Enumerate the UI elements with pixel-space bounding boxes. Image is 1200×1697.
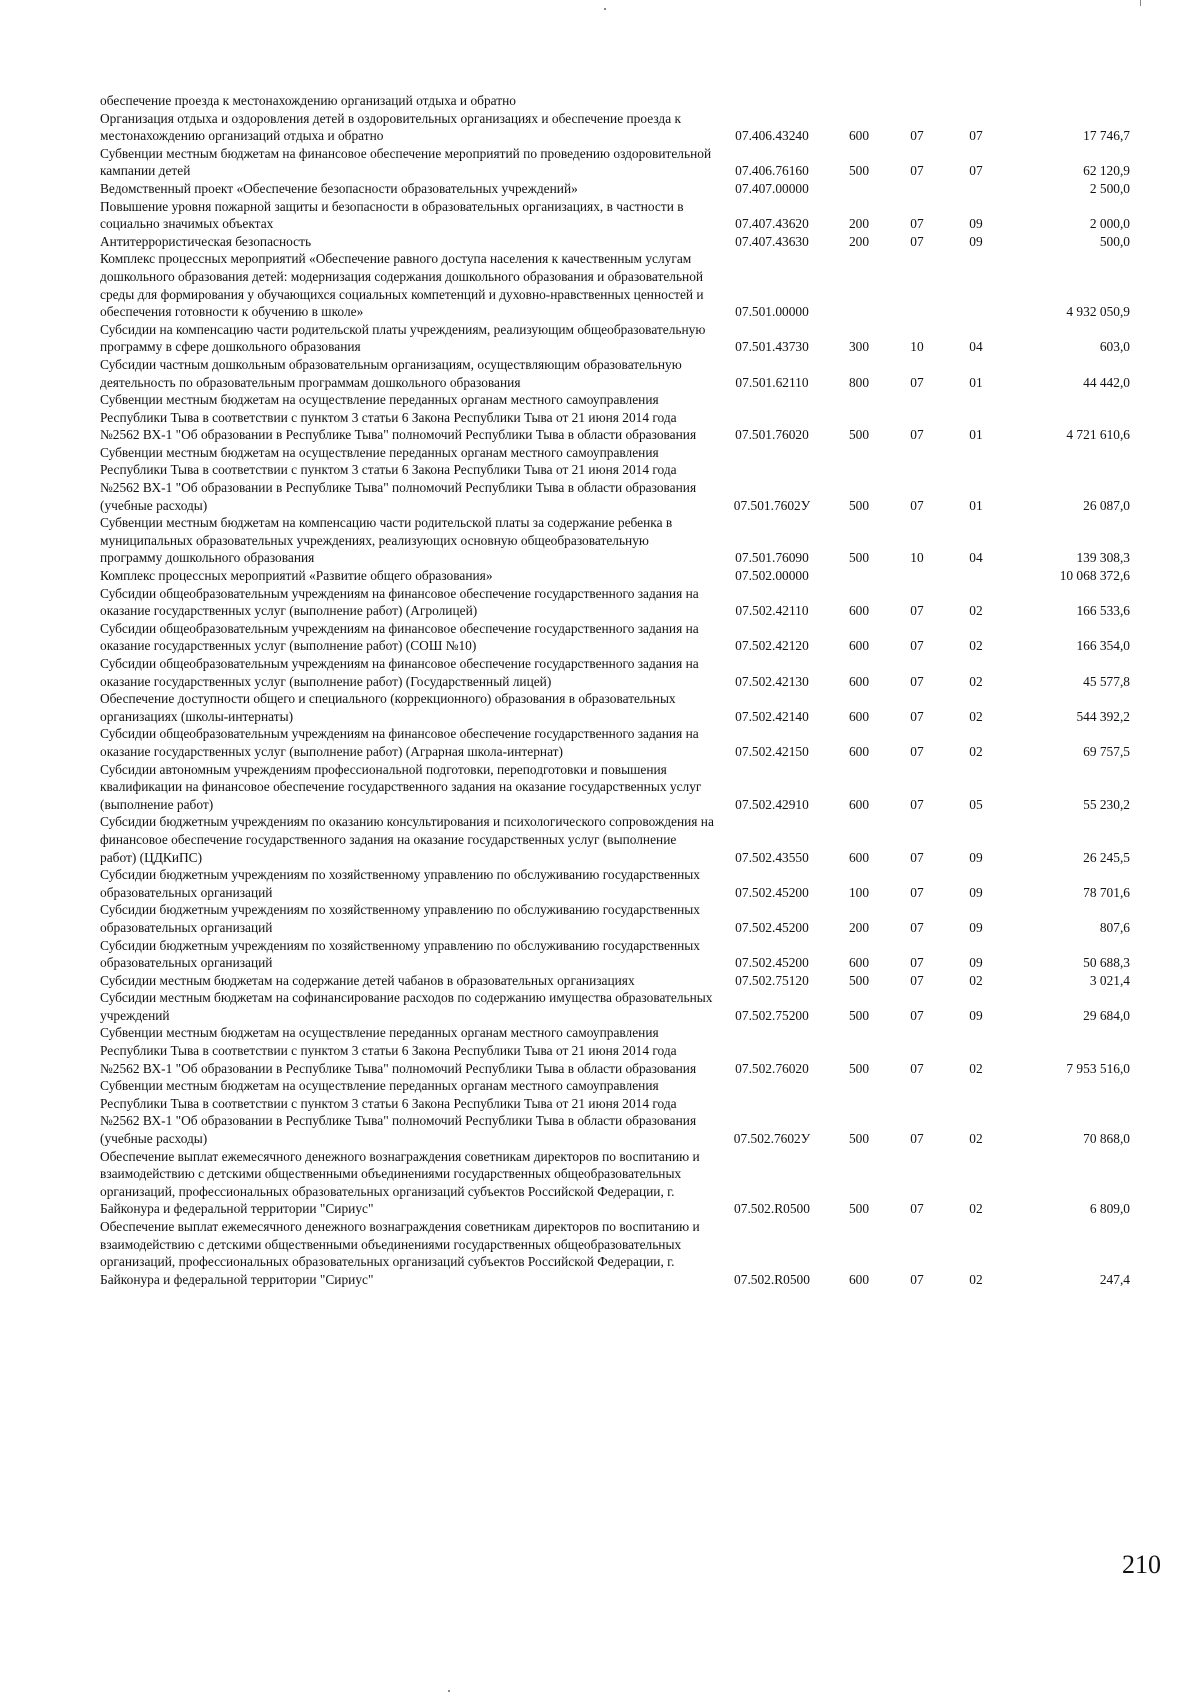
expense-type-cell: 200 — [848, 216, 870, 232]
item-name-cell: Субвенции местным бюджетам на компенсацию части родительской платы за содержание ребенка в муниципальных образовательных учреждениях, реализующих основную общеобразовательную программу дошкольного образования — [100, 515, 673, 566]
amount-cell: 247,4 — [1099, 1271, 1130, 1287]
target-code-cell: 07.407.43620 — [735, 216, 809, 232]
subsection-cell: 09 — [969, 233, 983, 249]
subsection-cell: 09 — [969, 884, 983, 900]
item-name-cell: Субсидии общеобразовательным учреждениям на финансовое обеспечение государственного задания на оказание государственных услуг (выполнение работ) (Агролицей) — [100, 585, 699, 619]
table-row — [100, 1077, 1130, 1147]
subsection-cell: 02 — [969, 1060, 983, 1076]
subsection-cell: 09 — [969, 919, 983, 935]
item-name-cell: Субсидии общеобразовательным учреждениям на финансовое обеспечение государственного задания на оказание государственных услуг (выполнение работ) (СОШ №10) — [100, 620, 699, 654]
section-cell: 07 — [910, 673, 924, 689]
subsection-cell: 02 — [969, 1131, 983, 1147]
section-cell: 07 — [910, 1131, 924, 1147]
item-name-cell: Субвенции местным бюджетам на осуществление переданных органам местного самоуправления Республики Тыва в соответствии с пунктом 3 статьи 6 Закона Республики Тыва от 21 июня 2014 года №2562 ВХ-1 "Об образовании в Республике Тыва" полномочий Республики Тыва в области образования — [100, 1025, 697, 1076]
section-cell: 07 — [910, 919, 924, 935]
expense-type-cell: 500 — [848, 1007, 870, 1023]
expense-type-cell: 500 — [848, 550, 870, 566]
table-row — [100, 690, 1130, 725]
section-cell: 10 — [910, 339, 924, 355]
section-cell — [888, 180, 946, 198]
item-name-cell: Повышение уровня пожарной защиты и безопасности в образовательных организациях, в частности в социально значимых объектах — [100, 198, 684, 232]
section-cell: 07 — [910, 1271, 924, 1287]
item-name-cell: Субсидии общеобразовательным учреждениям на финансовое обеспечение государственного задания на оказание государственных услуг (выполнение работ) (Государственный лицей) — [100, 656, 699, 689]
expense-type-cell: 200 — [848, 233, 870, 249]
subsection-cell: 09 — [969, 216, 983, 232]
target-code-cell: 07.502.45200 — [735, 919, 809, 935]
expense-type-cell: 600 — [848, 603, 870, 619]
amount-cell — [1006, 92, 1130, 110]
subsection-cell: 09 — [969, 849, 983, 865]
amount-cell: 166 533,6 — [1076, 603, 1130, 619]
expense-type-cell: 600 — [848, 849, 870, 865]
item-name-cell: Субсидии бюджетным учреждениям по хозяйственному управлению по обслуживанию государственных образовательных организаций — [100, 937, 700, 971]
table-row — [100, 145, 1130, 180]
page-number: 210 — [1122, 1550, 1161, 1579]
section-cell: 07 — [910, 497, 924, 513]
amount-cell: 807,6 — [1099, 919, 1130, 935]
table-row — [100, 1024, 1130, 1077]
target-code-cell: 07.502.42130 — [735, 673, 809, 689]
table-row — [100, 761, 1130, 814]
section-cell: 07 — [910, 1060, 924, 1076]
item-name-cell: Субсидии автономным учреждениям профессиональной подготовки, переподготовки и повышения квалификации на финансовое обеспечение государственного задания на оказание государственных услуг (выполнение работ) — [100, 761, 702, 812]
target-code-cell: 07.502.7602У — [733, 1131, 811, 1147]
section-cell: 07 — [910, 603, 924, 619]
table-row — [100, 901, 1130, 936]
expense-type-cell: 500 — [848, 1131, 870, 1147]
subsection-cell — [946, 92, 1006, 110]
subsection-cell: 02 — [969, 1271, 983, 1287]
expense-type-cell: 600 — [848, 673, 870, 689]
amount-cell: 4 932 050,9 — [1066, 304, 1130, 320]
expense-type-cell: 100 — [848, 884, 870, 900]
section-cell: 10 — [910, 550, 924, 566]
amount-cell: 4 721 610,6 — [1066, 427, 1130, 443]
amount-cell: 603,0 — [1099, 339, 1130, 355]
scan-speck — [448, 1690, 450, 1692]
item-name-cell: Субвенции местным бюджетам на осуществление переданных органам местного самоуправления Республики Тыва в соответствии с пунктом 3 статьи 6 Закона Республики Тыва от 21 июня 2014 года №2562 ВХ-1 "Об образовании в Республике Тыва" полномочий Республики Тыва в области образования (учебные расходы) — [100, 444, 697, 513]
table-row — [100, 585, 1130, 620]
section-cell: 07 — [910, 163, 924, 179]
amount-cell: 29 684,0 — [1083, 1007, 1130, 1023]
item-name-cell: Обеспечение выплат ежемесячного денежного вознаграждения советникам директоров по воспитанию и взаимодействию с детскими общественными объединениями государственных общеобразовательных организаций, профессиональных образовательных организаций субъектов Российской Федерации, г. Байконура и федеральной территории "Сириус" — [100, 1148, 700, 1217]
item-name-cell: Ведомственный проект «Обеспечение безопасности образовательных учреждений» — [100, 180, 578, 196]
target-code-cell: 07.502.76020 — [735, 1060, 809, 1076]
item-name-cell: Субсидии местным бюджетам на софинансирование расходов по содержанию имущества образовательных учреждений — [100, 990, 713, 1023]
item-name-cell: Субсидии бюджетным учреждениям по оказанию консультирования и психологического сопровождения на финансовое обеспечение государственного задания на оказание государственных услуг (выполнение работ) (ЦДКиПС) — [100, 814, 714, 865]
amount-cell: 7 953 516,0 — [1066, 1060, 1130, 1076]
target-code-cell: 07.502.42110 — [735, 603, 809, 619]
amount-cell: 50 688,3 — [1083, 955, 1130, 971]
expense-type-cell: 600 — [848, 743, 870, 759]
expense-type-cell: 500 — [848, 427, 870, 443]
amount-cell: 544 392,2 — [1076, 708, 1130, 724]
item-name-cell: Субсидии общеобразовательным учреждениям на финансовое обеспечение государственного задания на оказание государственных услуг (выполнение работ) (Аграрная школа-интернат) — [100, 726, 699, 759]
section-cell: 07 — [910, 955, 924, 971]
expense-type-cell: 600 — [848, 1271, 870, 1287]
section-cell: 07 — [910, 884, 924, 900]
target-code-cell: 07.502.R0500 — [734, 1271, 810, 1287]
amount-cell: 45 577,8 — [1083, 673, 1130, 689]
expense-type-cell — [830, 567, 888, 585]
expense-type-cell: 600 — [848, 796, 870, 812]
subsection-cell: 02 — [969, 1201, 983, 1217]
expense-type-cell: 600 — [848, 708, 870, 724]
target-code-cell: 07.502.42150 — [735, 743, 809, 759]
table-row — [100, 233, 1130, 251]
expense-type-cell: 500 — [848, 972, 870, 988]
item-name-cell: Субсидии местным бюджетам на содержание детей чабанов в образовательных организациях — [100, 972, 635, 988]
amount-cell: 500,0 — [1099, 233, 1130, 249]
subsection-cell: 07 — [969, 128, 983, 144]
budget-table-body — [100, 92, 1130, 1288]
item-name-cell: Антитеррористическая безопасность — [100, 233, 312, 249]
table-row — [100, 866, 1130, 901]
table-row — [100, 110, 1130, 145]
item-name-cell: Обеспечение доступности общего и специального (коррекционного) образования в образовательных организациях (школы-интернаты) — [100, 691, 676, 724]
subsection-cell: 05 — [969, 796, 983, 812]
target-code-cell: 07.502.75120 — [735, 972, 809, 988]
amount-cell: 44 442,0 — [1083, 374, 1130, 390]
target-code-cell: 07.406.76160 — [735, 163, 809, 179]
expense-type-cell: 500 — [848, 497, 870, 513]
item-name-cell: Субсидии частным дошкольным образовательным организациям, осуществляющим образовательную деятельность по образовательным программам дошкольного образования — [100, 356, 682, 390]
amount-cell: 3 021,4 — [1089, 972, 1130, 988]
table-row — [100, 725, 1130, 760]
table-row — [100, 972, 1130, 990]
subsection-cell: 02 — [969, 708, 983, 724]
subsection-cell: 02 — [969, 638, 983, 654]
item-name-cell: Субвенции местным бюджетам на осуществление переданных органам местного самоуправления Республики Тыва в соответствии с пунктом 3 статьи 6 Закона Республики Тыва от 21 июня 2014 года №2562 ВХ-1 "Об образовании в Республике Тыва" полномочий Республики Тыва в области образования — [100, 392, 697, 443]
target-code-cell: 07.502.45200 — [735, 955, 809, 971]
section-cell: 07 — [910, 1201, 924, 1217]
table-row — [100, 620, 1130, 655]
section-cell — [888, 92, 946, 110]
target-code-cell: 07.501.7602У — [733, 497, 811, 513]
table-row — [100, 1218, 1130, 1288]
table-row — [100, 391, 1130, 444]
target-code-cell: 07.502.R0500 — [734, 1201, 810, 1217]
expense-type-cell: 500 — [848, 163, 870, 179]
target-code-cell: 07.502.00000 — [735, 568, 809, 584]
subsection-cell: 02 — [969, 673, 983, 689]
target-code-cell: 07.501.62110 — [735, 374, 809, 390]
table-row — [100, 92, 1130, 110]
section-cell: 07 — [910, 849, 924, 865]
subsection-cell: 09 — [969, 955, 983, 971]
subsection-cell: 01 — [969, 374, 983, 390]
section-cell: 07 — [910, 972, 924, 988]
subsection-cell: 09 — [969, 1007, 983, 1023]
budget-table — [100, 92, 1130, 1288]
target-code-cell: 07.502.42910 — [735, 796, 809, 812]
table-row — [100, 1148, 1130, 1218]
section-cell — [888, 250, 946, 320]
amount-cell: 62 120,9 — [1083, 163, 1130, 179]
amount-cell: 6 809,0 — [1089, 1201, 1130, 1217]
section-cell: 07 — [910, 128, 924, 144]
item-name-cell: Субсидии на компенсацию части родительской платы учреждениям, реализующим общеобразовательную программу в сфере дошкольного образования — [100, 321, 706, 355]
expense-type-cell: 300 — [848, 339, 870, 355]
expense-type-cell: 600 — [848, 638, 870, 654]
table-row — [100, 567, 1130, 585]
target-code-cell: 07.501.00000 — [735, 304, 809, 320]
item-name-cell: Организация отдыха и оздоровления детей в оздоровительных организациях и обеспечение проезда к местонахождению организаций отдыха и обратно — [100, 110, 681, 144]
expense-type-cell: 600 — [848, 128, 870, 144]
target-code-cell: 07.502.43550 — [735, 849, 809, 865]
table-row — [100, 356, 1130, 391]
target-code-cell: 07.502.45200 — [735, 884, 809, 900]
table-row — [100, 198, 1130, 233]
expense-type-cell: 500 — [848, 1060, 870, 1076]
amount-cell: 70 868,0 — [1083, 1131, 1130, 1147]
subsection-cell: 02 — [969, 743, 983, 759]
subsection-cell: 04 — [969, 550, 983, 566]
subsection-cell — [946, 567, 1006, 585]
target-code-cell: 07.501.76020 — [735, 427, 809, 443]
section-cell: 07 — [910, 796, 924, 812]
target-code-cell: 07.406.43240 — [735, 128, 809, 144]
scan-speck — [604, 8, 606, 10]
target-code-cell: 07.407.43630 — [735, 233, 809, 249]
amount-cell: 166 354,0 — [1076, 638, 1130, 654]
expense-type-cell — [830, 250, 888, 320]
subsection-cell: 01 — [969, 497, 983, 513]
item-name-cell: Субсидии бюджетным учреждениям по хозяйственному управлению по обслуживанию государственных образовательных организаций — [100, 867, 700, 900]
target-code-cell: 07.407.00000 — [735, 180, 809, 196]
subsection-cell — [946, 250, 1006, 320]
item-name-cell: обеспечение проезда к местонахождению организаций отдыха и обратно — [100, 93, 516, 108]
subsection-cell: 02 — [969, 972, 983, 988]
scan-speck — [1140, 0, 1141, 6]
amount-cell: 10 068 372,6 — [1059, 568, 1130, 584]
item-name-cell: Субвенции местным бюджетам на осуществление переданных органам местного самоуправления Республики Тыва в соответствии с пунктом 3 статьи 6 Закона Республики Тыва от 21 июня 2014 года №2562 ВХ-1 "Об образовании в Республике Тыва" полномочий Республики Тыва в области образования (учебные расходы) — [100, 1078, 697, 1147]
section-cell: 07 — [910, 233, 924, 249]
amount-cell: 69 757,5 — [1083, 743, 1130, 759]
table-row — [100, 937, 1130, 972]
expense-type-cell — [830, 180, 888, 198]
section-cell: 07 — [910, 427, 924, 443]
table-row — [100, 250, 1130, 320]
subsection-cell: 01 — [969, 427, 983, 443]
amount-cell: 55 230,2 — [1083, 796, 1130, 812]
section-cell: 07 — [910, 374, 924, 390]
target-code-cell: 07.502.75200 — [735, 1007, 809, 1023]
expense-type-cell: 200 — [848, 919, 870, 935]
item-name-cell: Комплекс процессных мероприятий «Развитие общего образования» — [100, 568, 493, 584]
table-row — [100, 655, 1130, 690]
section-cell: 07 — [910, 708, 924, 724]
table-row — [100, 321, 1130, 356]
expense-type-cell: 600 — [848, 955, 870, 971]
section-cell — [888, 567, 946, 585]
amount-cell: 139 308,3 — [1076, 550, 1130, 566]
section-cell: 07 — [910, 743, 924, 759]
amount-cell: 26 245,5 — [1083, 849, 1130, 865]
target-code-cell: 07.501.43730 — [735, 339, 809, 355]
amount-cell: 26 087,0 — [1083, 497, 1130, 513]
table-row — [100, 180, 1130, 198]
item-name-cell: Обеспечение выплат ежемесячного денежного вознаграждения советникам директоров по воспитанию и взаимодействию с детскими общественными объединениями государственных общеобразовательных организаций, профессиональных образовательных организаций субъектов Российской Федерации, г. Байконура и федеральной территории "Сириус" — [100, 1219, 700, 1287]
table-row — [100, 813, 1130, 866]
subsection-cell: 07 — [969, 163, 983, 179]
expense-type-cell: 800 — [848, 374, 870, 390]
section-cell: 07 — [910, 1007, 924, 1023]
table-row — [100, 514, 1130, 567]
subsection-cell: 04 — [969, 339, 983, 355]
item-name-cell: Субсидии бюджетным учреждениям по хозяйственному управлению по обслуживанию государственных образовательных организаций — [100, 902, 700, 935]
table-row — [100, 989, 1130, 1024]
amount-cell: 2 000,0 — [1089, 216, 1130, 232]
amount-cell: 78 701,6 — [1083, 884, 1130, 900]
expense-type-cell — [830, 92, 888, 110]
target-code-cell: 07.501.76090 — [735, 550, 809, 566]
section-cell: 07 — [910, 638, 924, 654]
item-name-cell: Субвенции местным бюджетам на финансовое обеспечение мероприятий по проведению оздоровительной кампании детей — [100, 145, 712, 179]
section-cell: 07 — [910, 216, 924, 232]
item-name-cell: Комплекс процессных мероприятий «Обеспечение равного доступа населения к качественным услугам дошкольного образования детей: модернизация содержания дошкольного образования и образовательной среды для формирования у обучающихся социальных компетенций и духовно-нравственных ценностей и обеспечения готовности к обучению в школе» — [100, 251, 704, 320]
target-code-cell: 07.502.42120 — [735, 638, 809, 654]
subsection-cell: 02 — [969, 603, 983, 619]
expense-type-cell: 500 — [848, 1201, 870, 1217]
subsection-cell — [946, 180, 1006, 198]
table-row — [100, 444, 1130, 514]
target-code-cell — [714, 92, 830, 110]
amount-cell: 2 500,0 — [1089, 180, 1130, 196]
target-code-cell: 07.502.42140 — [735, 708, 809, 724]
amount-cell: 17 746,7 — [1083, 128, 1130, 144]
